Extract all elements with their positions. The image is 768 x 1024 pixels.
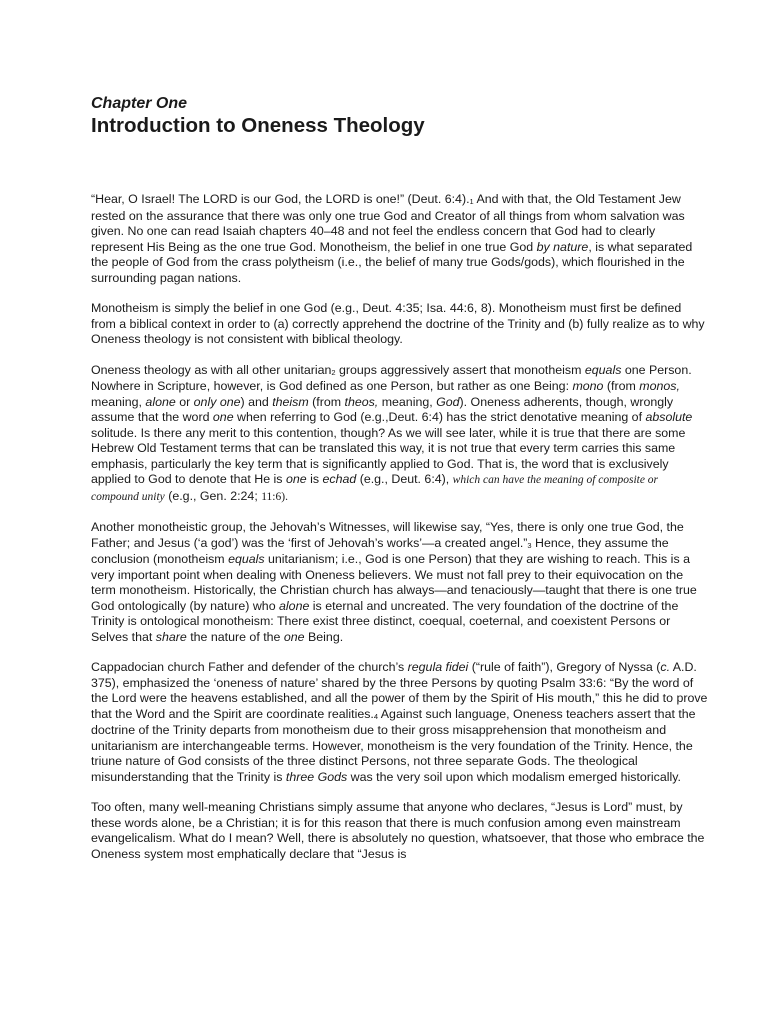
text-run: the nature of the: [186, 629, 284, 644]
text-run: was the very soil upon which modalism emerged historically.: [347, 769, 681, 784]
italic-run: mono: [572, 379, 604, 393]
paragraph-1: [91, 192, 708, 286]
italic-run: theism: [272, 394, 309, 409]
italic-run: one: [212, 410, 234, 424]
text-run: Hence, they assume the conclusion (monotheism: [91, 535, 669, 566]
chapter-title: Introduction to Oneness Theology: [91, 114, 425, 137]
text-run: (from: [308, 394, 345, 409]
serif-run: 11:6).: [261, 490, 288, 503]
text-run: or: [175, 394, 194, 409]
text-run: Cappadocian church Father and defender of the church’s: [91, 660, 408, 674]
italic-run: monos,: [639, 379, 680, 393]
italic-run: by nature: [536, 239, 589, 254]
text-run: ). Oneness adherents, though, wrongly assume that the word: [91, 394, 674, 424]
italic-run: equals: [228, 552, 265, 566]
paragraph-6: Too often, many well-meaning Christians simply assume that anyone who declares, “Jesus is Lord” must, by these words alone, be a Christian; it is for this reason that there is much confusion among even mainstream evangelicalism. What do I mean? Well, there is absolutely no question, whatsoever, that those who embrace the Oneness system most emphatically declare that “Jesus is: [91, 800, 705, 861]
italic-run: equals: [584, 362, 622, 377]
text-run: one Person. Nowhere in Scripture, however, is God defined as one Person, but rather as one Being:: [91, 362, 692, 393]
serif-italic-run: which can have the meaning of composite or compound unity: [91, 474, 659, 503]
italic-run: absolute: [645, 410, 693, 424]
text-run: And with that, the Old Testament Jew rested on the assurance that there was only one true God and Creator of all things from whom salvation was given. No one can read Isaiah chapters 40–48 and not feel the endless concern that God had to clearly represent His Being as the one true God. Monotheism, the belief in one true God: [91, 192, 685, 254]
text-run: A.D. 375), emphasized the ‘oneness of nature’ shared by the three Persons by quoting Psalm 33:6: “By the word of the Lord were the heavens established, and all the power of them by the Spirit of His mouth,” this he did to prove that the Word and the Spirit are coordinate realities.: [91, 660, 708, 721]
italic-run: one: [283, 629, 305, 644]
text-run: meaning,: [91, 394, 146, 409]
text-run: (from: [603, 379, 640, 393]
text-run: Being.: [304, 629, 344, 644]
italic-run: regula fidei: [407, 660, 469, 674]
text-run: ) and: [240, 394, 273, 409]
footnote-marker-3[interactable]: 3: [527, 540, 532, 550]
text-run: groups aggressively assert that monotheism: [335, 362, 585, 377]
text-run: , is what separated the people of God from the crass polytheism (i.e., the belief of many true Gods/gods), which flourished in the surrounding pagan nations.: [91, 239, 693, 285]
italic-run: alone: [279, 598, 310, 613]
paragraph-3: [91, 363, 708, 506]
italic-run: one: [285, 472, 307, 486]
footnote-marker-2[interactable]: 2: [331, 367, 336, 377]
text-run: “Hear, O Israel! The LORD is our God, the LORD is one!” (Deut. 6:4).: [91, 192, 470, 206]
italic-run: only one: [193, 394, 241, 409]
italic-run: echad: [322, 472, 357, 486]
text-run: Another monotheistic group, the Jehovah’s Witnesses, will likewise say, “Yes, there is only one true God, the Father; and Jesus (‘a god’) was the ‘first of Jehovah’s works’—a created angel.”: [91, 520, 684, 550]
chapter-label: Chapter One: [91, 95, 188, 112]
text-run: Against such language, Oneness teachers assert that the doctrine of the Trinity departs from monotheism due to their gross misapprehension that monotheism and unitarianism are interchangeable terms. However, monotheism is the very foundation of the Trinity. Hence, the triune nature of God consists of the three distinct Persons, not three separate Gods. The theological misunderstanding that the Trinity is: [91, 706, 696, 784]
footnote-marker-4[interactable]: 4: [373, 711, 379, 721]
paragraph-4: [91, 520, 708, 645]
italic-run: alone: [145, 394, 176, 409]
text-run: unitarianism; i.e., God is one Person) that they are wishing to reach. This is a very important point when dealing with Oneness believers. We must not fall prey to their equivocation on the term monotheism. Historically, the Christian church has always—and tenaciously—taught that there is one true God ontologically (by nature) who: [91, 552, 697, 613]
text-run: (e.g., Deut. 6:4),: [356, 472, 453, 486]
paragraph-5: [91, 660, 708, 785]
text-run: is eternal and uncreated. The very foundation of the doctrine of the Trinity is ontological monotheism: There exist three distinct, coequal, coeternal, and coexistent Persons or Selves that: [91, 598, 679, 644]
text-run: (e.g., Gen. 2:24;: [164, 488, 262, 503]
italic-run: God: [436, 394, 460, 409]
text-run: Oneness theology as with all other unitarian: [91, 362, 332, 377]
italic-run: share: [155, 629, 187, 644]
italic-run: c.: [660, 660, 671, 674]
italic-run: three Gods: [285, 769, 348, 784]
text-run: meaning,: [378, 394, 437, 409]
text-run: when referring to God (e.g.,Deut. 6:4) has the strict denotative meaning of: [233, 410, 646, 424]
text-run: (“rule of faith”), Gregory of Nyssa (: [468, 660, 661, 674]
footnote-marker-1[interactable]: 1: [469, 197, 474, 206]
text-run: is: [306, 472, 323, 486]
italic-run: theos,: [344, 394, 379, 409]
paragraph-2: Monotheism is simply the belief in one God (e.g., Deut. 4:35; Isa. 44:6, 8). Monotheism must first be defined from a biblical context in order to (a) correctly apprehend the doctrine of the Trinity and (b) fully realize as to why Oneness theology is not consistent with biblical theology.: [91, 301, 705, 346]
text-run: solitude. Is there any merit to this contention, though? As we will see later, while it is true that there are some Hebrew Old Testament terms that can be translated this way, it is not true that every term carries this same emphasis, particularly the key term that is significantly applied to God. That is, the word that is exclusively applied to God to denote that He is: [91, 425, 686, 486]
